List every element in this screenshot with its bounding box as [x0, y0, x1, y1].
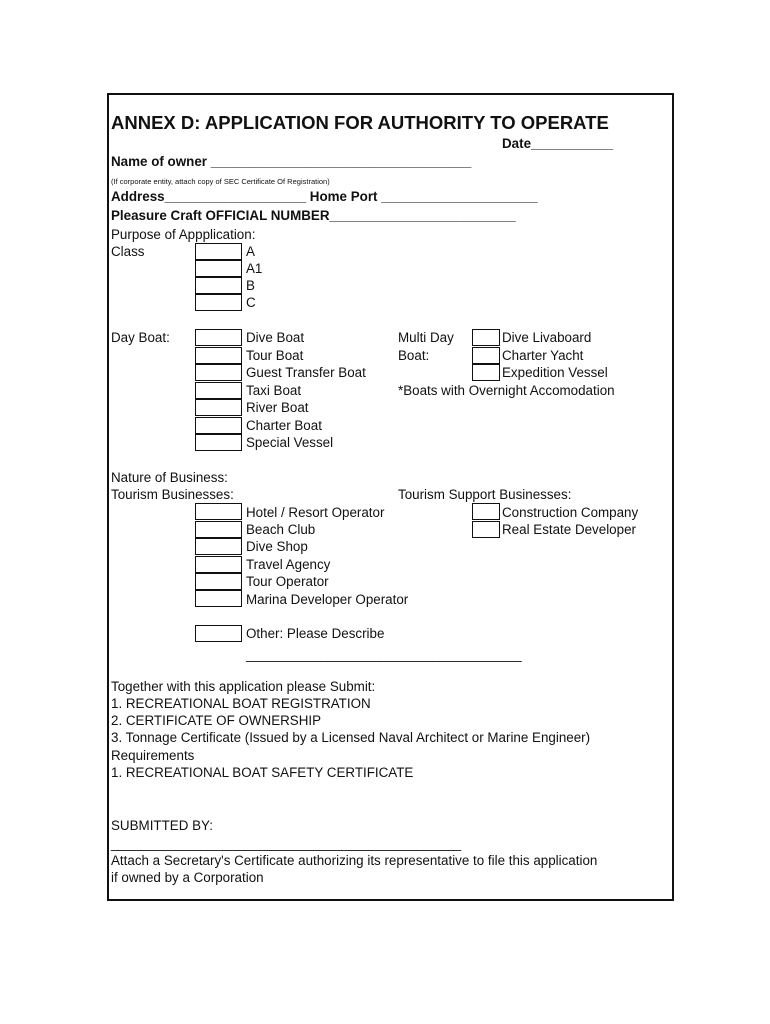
day-boat-option-label: Dive Boat: [246, 330, 305, 345]
overnight-note: *Boats with Overnight Accomodation: [398, 383, 615, 398]
class-label: Class: [111, 244, 145, 259]
submit-item: 2. CERTIFICATE OF OWNERSHIP: [111, 713, 322, 728]
tourism-option-label: Hotel / Resort Operator: [246, 505, 385, 520]
multi-day-option-label: Dive Livaboard: [502, 330, 592, 345]
submit-intro: Together with this application please Submit:: [111, 679, 376, 694]
owner-name-field[interactable]: Name of owner ___________________________________: [111, 154, 472, 169]
nature-of-business-label: Nature of Business:: [111, 470, 228, 485]
class-b-checkbox[interactable]: [195, 277, 242, 294]
taxi-boat-checkbox[interactable]: [195, 382, 242, 399]
multi-day-label: Multi Day: [398, 330, 454, 345]
multi-day-option-label: Expedition Vessel: [502, 365, 608, 380]
tour-boat-checkbox[interactable]: [195, 347, 242, 364]
expedition-vessel-checkbox[interactable]: [472, 364, 500, 381]
class-a-checkbox[interactable]: [195, 243, 242, 260]
day-boat-option-label: Guest Transfer Boat: [246, 365, 366, 380]
class-option-label: A1: [246, 261, 263, 276]
dive-boat-checkbox[interactable]: [195, 329, 242, 346]
tourism-option-label: Travel Agency: [246, 557, 331, 572]
charter-yacht-checkbox[interactable]: [472, 347, 500, 364]
tour-operator-checkbox[interactable]: [195, 573, 242, 590]
purpose-label: Purpose of Appplication:: [111, 227, 256, 242]
day-boat-option-label: Taxi Boat: [246, 383, 302, 398]
charter-boat-checkbox[interactable]: [195, 417, 242, 434]
secretary-certificate-note-2: if owned by a Corporation: [111, 870, 264, 885]
day-boat-option-label: Charter Boat: [246, 418, 322, 433]
dive-livaboard-checkbox[interactable]: [472, 329, 500, 346]
real-estate-developer-checkbox[interactable]: [472, 521, 500, 538]
tourism-option-label: Tour Operator: [246, 574, 329, 589]
multi-day-label-boat: Boat:: [398, 348, 430, 363]
submitted-by-signature-line[interactable]: _______________________________________________: [111, 836, 462, 851]
class-a1-checkbox[interactable]: [195, 260, 242, 277]
tourism-support-label: Tourism Support Businesses:: [398, 487, 572, 502]
other-checkbox[interactable]: [195, 625, 242, 642]
date-field[interactable]: Date___________: [502, 136, 613, 151]
guest-transfer-boat-checkbox[interactable]: [195, 364, 242, 381]
class-option-label: A: [246, 244, 255, 259]
submitted-by-label: SUBMITTED BY:: [111, 818, 213, 833]
corporate-note: (If corporate entity, attach copy of SEC Certificate Of Registration): [111, 177, 330, 186]
river-boat-checkbox[interactable]: [195, 399, 242, 416]
submit-item: 3. Tonnage Certificate (Issued by a Licensed Naval Architect or Marine Engineer): [111, 730, 591, 745]
requirements-label: Requirements: [111, 748, 195, 763]
class-option-label: B: [246, 278, 255, 293]
class-option-label: C: [246, 295, 256, 310]
support-option-label: Real Estate Developer: [502, 522, 636, 537]
secretary-certificate-note: Attach a Secretary's Certificate authorizing its representative to file this application: [111, 853, 598, 868]
form-title: ANNEX D: APPLICATION FOR AUTHORITY TO OPERATE: [111, 112, 609, 133]
other-description-field[interactable]: _____________________________________: [246, 647, 522, 662]
address-home-port-field[interactable]: Address___________________ Home Port _____________________: [111, 189, 538, 204]
tourism-option-label: Dive Shop: [246, 539, 308, 554]
day-boat-option-label: Tour Boat: [246, 348, 304, 363]
marina-developer-checkbox[interactable]: [195, 590, 242, 607]
tourism-option-label: Beach Club: [246, 522, 316, 537]
dive-shop-checkbox[interactable]: [195, 538, 242, 555]
class-c-checkbox[interactable]: [195, 294, 242, 311]
submit-item: 1. RECREATIONAL BOAT REGISTRATION: [111, 696, 371, 711]
support-option-label: Construction Company: [502, 505, 639, 520]
special-vessel-checkbox[interactable]: [195, 434, 242, 451]
other-label: Other: Please Describe: [246, 626, 385, 641]
multi-day-option-label: Charter Yacht: [502, 348, 584, 363]
official-number-field[interactable]: Pleasure Craft OFFICIAL NUMBER_________________________: [111, 208, 516, 223]
day-boat-option-label: River Boat: [246, 400, 309, 415]
tourism-businesses-label: Tourism Businesses:: [111, 487, 234, 502]
tourism-option-label: Marina Developer Operator: [246, 592, 409, 607]
construction-company-checkbox[interactable]: [472, 503, 500, 520]
day-boat-option-label: Special Vessel: [246, 435, 334, 450]
travel-agency-checkbox[interactable]: [195, 556, 242, 573]
hotel-resort-checkbox[interactable]: [195, 503, 242, 520]
day-boat-label: Day Boat:: [111, 330, 170, 345]
requirement-item: 1. RECREATIONAL BOAT SAFETY CERTIFICATE: [111, 765, 414, 780]
beach-club-checkbox[interactable]: [195, 521, 242, 538]
